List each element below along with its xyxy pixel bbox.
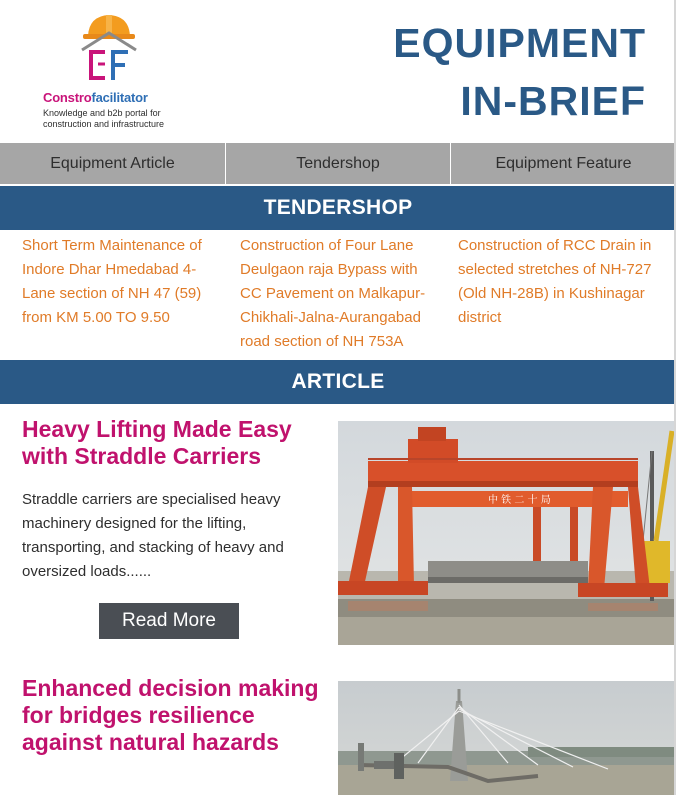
article-description: Straddle carriers are specialised heavy machinery designed for the lifting, transporting, and stacking of heavy and oversized loads...... (22, 491, 284, 580)
article-title[interactable]: Heavy Lifting Made Easy with Straddle Carriers (22, 416, 292, 469)
read-more-button[interactable]: Read More (99, 603, 239, 639)
tender-link[interactable]: Construction of Four Lane Deulgaon raja Bypass with CC Pavement on Malkapur-Chikhali-Jalna-Aurangabad road section of NH 753A (240, 237, 426, 350)
logo-wordmark (43, 90, 148, 105)
newsletter-title-line1: EQUIPMENT (393, 20, 646, 66)
article-heading: ARTICLE (0, 360, 676, 404)
gantry-crane-photo[interactable] (338, 421, 674, 645)
logo-tagline: Knowledge and b2b portal for construction and infrastructure (43, 108, 165, 129)
newsletter-title-line2: IN-BRIEF (460, 78, 646, 124)
tender-list (0, 234, 676, 358)
newsletter-title (393, 14, 646, 130)
article-title[interactable]: Enhanced decision making for bridges resilience against natural hazards (22, 675, 319, 755)
logo-wordmark-part1: Constro (43, 90, 92, 105)
tender-link[interactable]: Short Term Maintenance of Indore Dhar Hmedabad 4-Lane section of NH 47 (59) from KM 5.00 TO 9.50 (22, 237, 202, 326)
crane-lettering: 中 铁 二 十 局 (488, 495, 551, 506)
top-nav (0, 143, 676, 184)
tender-link[interactable]: Construction of RCC Drain in selected stretches of NH-727 (Old NH-28B) in Kushinagar district (458, 237, 652, 326)
header (0, 0, 676, 143)
constrofacilitator-logo[interactable] (40, 12, 180, 134)
nav-item-tendershop[interactable]: Tendershop (226, 143, 451, 184)
tendershop-heading: TENDERSHOP (0, 186, 676, 230)
nav-item-equipment-feature[interactable]: Equipment Feature (495, 154, 632, 172)
nav-item-equipment-article[interactable]: Equipment Article (0, 143, 226, 184)
helmet-house-icon (78, 12, 140, 82)
scrollbar[interactable] (674, 0, 676, 795)
cable-stayed-bridge-photo[interactable] (338, 681, 674, 795)
logo-wordmark-part2: facilitator (91, 90, 148, 105)
